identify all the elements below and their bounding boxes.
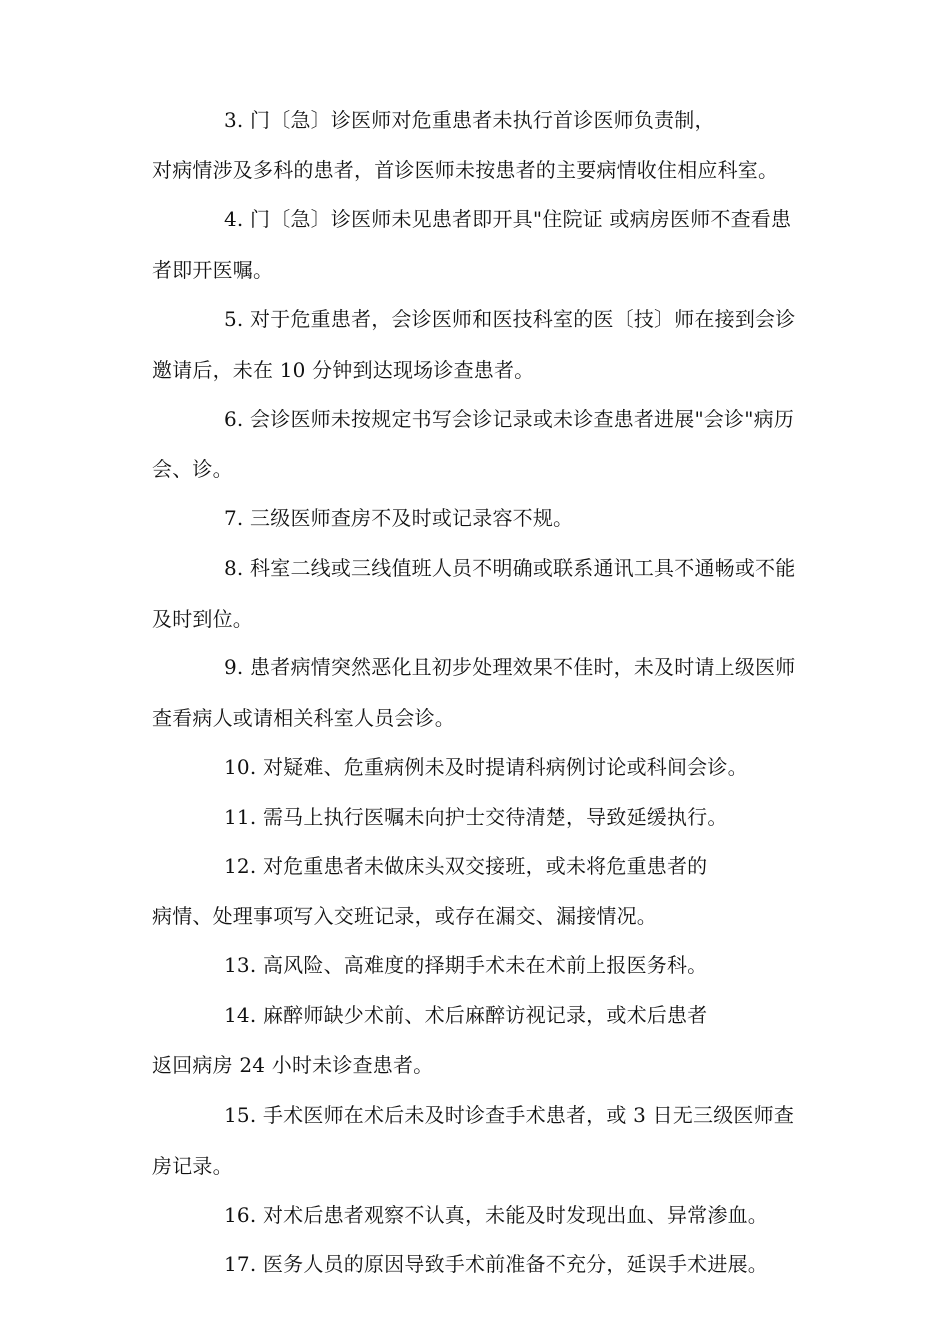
item-number: 17. <box>224 1252 257 1276</box>
item-number: 6. <box>224 407 244 431</box>
item-8-line-1 <box>224 556 795 580</box>
item-12-line-2: 病情、处理事项写入交班记录，或存在漏交、漏接情况。 <box>152 904 657 928</box>
item-text: 对疑难、危重病例未及时提请科病例讨论或科间会诊。 <box>262 755 748 779</box>
item-15-line-1 <box>224 1103 794 1127</box>
item-6-line-2: 会、诊。 <box>152 457 233 481</box>
item-5-line-1 <box>224 307 795 331</box>
item-text: 医务人员的原因导致手术前准备不充分，延误手术进展。 <box>262 1252 768 1276</box>
item-3-line-1 <box>224 108 715 132</box>
item-4-line-2: 者即开医嘱。 <box>152 258 274 282</box>
item-15-line-2: 房记录。 <box>152 1154 233 1178</box>
item-16-line-1 <box>224 1203 768 1227</box>
item-14-line-2: 返回病房 24 小时未诊查患者。 <box>152 1053 434 1077</box>
item-3-line-2: 对病情涉及多科的患者，首诊医师未按患者的主要病情收住相应科室。 <box>152 158 779 182</box>
item-number: 13. <box>224 953 257 977</box>
item-17-line-1 <box>224 1252 768 1276</box>
item-9-line-1 <box>224 655 795 679</box>
item-text: 对危重患者未做床头双交接班，或未将危重患者的 <box>262 854 708 878</box>
item-text: 需马上执行医嘱未向护士交待清楚，导致延缓执行。 <box>262 805 728 829</box>
item-number: 4. <box>224 207 244 231</box>
item-text: 患者病情突然恶化且初步处理效果不佳时，未及时请上级医师 <box>250 655 796 679</box>
item-12-line-1 <box>224 854 707 878</box>
item-number: 8. <box>224 556 244 580</box>
item-14-line-1 <box>224 1003 707 1027</box>
item-number: 7. <box>224 506 244 530</box>
item-text: 麻醉师缺少术前、术后麻醉访视记录，或术后患者 <box>262 1003 708 1027</box>
item-text: 对术后患者观察不认真，未能及时发现出血、异常渗血。 <box>262 1203 768 1227</box>
item-number: 5. <box>224 307 244 331</box>
item-9-line-2: 查看病人或请相关科室人员会诊。 <box>152 706 455 730</box>
item-10-line-1 <box>224 755 748 779</box>
item-text: 高风险、高难度的择期手术未在术前上报医务科。 <box>262 953 708 977</box>
item-text: 门〔急〕诊医师对危重患者未执行首诊医师负责制， <box>250 108 715 132</box>
item-number: 15. <box>224 1103 257 1127</box>
item-8-line-2: 及时到位。 <box>152 607 253 631</box>
item-text: 会诊医师未按规定书写会诊记录或未诊查患者进展"会诊"病历 <box>250 407 795 431</box>
item-11-line-1 <box>224 805 728 829</box>
item-text: 对于危重患者，会诊医师和医技科室的医〔技〕师在接到会诊 <box>250 307 796 331</box>
item-text: 手术医师在术后未及时诊查手术患者，或 3 日无三级医师查 <box>262 1103 795 1127</box>
item-number: 12. <box>224 854 257 878</box>
item-number: 11. <box>224 805 257 829</box>
item-number: 9. <box>224 655 244 679</box>
item-5-line-2: 邀请后，未在 10 分钟到达现场诊查患者。 <box>152 358 535 382</box>
item-4-line-1 <box>224 207 791 231</box>
item-7-line-1 <box>224 506 573 530</box>
item-text: 门〔急〕诊医师未见患者即开具"住院证 或病房医师不查看患 <box>250 207 792 231</box>
item-number: 3. <box>224 108 244 132</box>
item-number: 10. <box>224 755 257 779</box>
item-text: 三级医师查房不及时或记录容不规。 <box>250 506 574 530</box>
item-number: 14. <box>224 1003 257 1027</box>
item-text: 科室二线或三线值班人员不明确或联系通讯工具不通畅或不能 <box>250 556 796 580</box>
item-number: 16. <box>224 1203 257 1227</box>
item-13-line-1 <box>224 953 707 977</box>
item-6-line-1 <box>224 407 794 431</box>
